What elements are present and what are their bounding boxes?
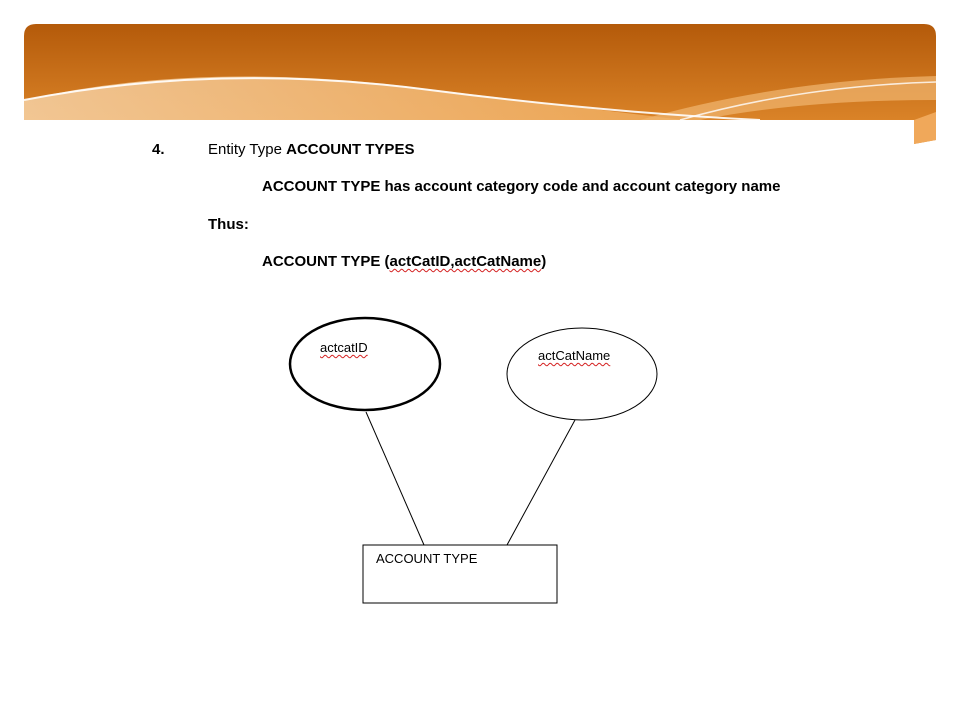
entity-heading-name: ACCOUNT TYPES [286,141,415,158]
attribute-ellipse-actcatname [507,328,657,420]
relation-schema-close: ) [541,253,547,270]
entity-heading-prefix: Entity Type [208,141,282,158]
attribute-label-actcatname: actCatName [538,348,611,363]
relation-schema-name: ACCOUNT TYPE ( [262,253,390,270]
entity-description-subject: ACCOUNT TYPE [262,178,381,195]
entity-description-rest: has account category code and account category name [384,178,781,195]
relation-schema-attributes: actCatID,actCatName [389,253,542,270]
connector-line-actcatid [366,412,424,545]
connector-line-actcatname [507,420,575,545]
thus-label: Thus: [208,216,249,233]
attribute-ellipse-actcatid [290,318,440,410]
item-number: 4. [152,141,165,158]
attribute-label-actcatid: actcatID [320,340,368,355]
entity-label: ACCOUNT TYPE [376,551,478,566]
